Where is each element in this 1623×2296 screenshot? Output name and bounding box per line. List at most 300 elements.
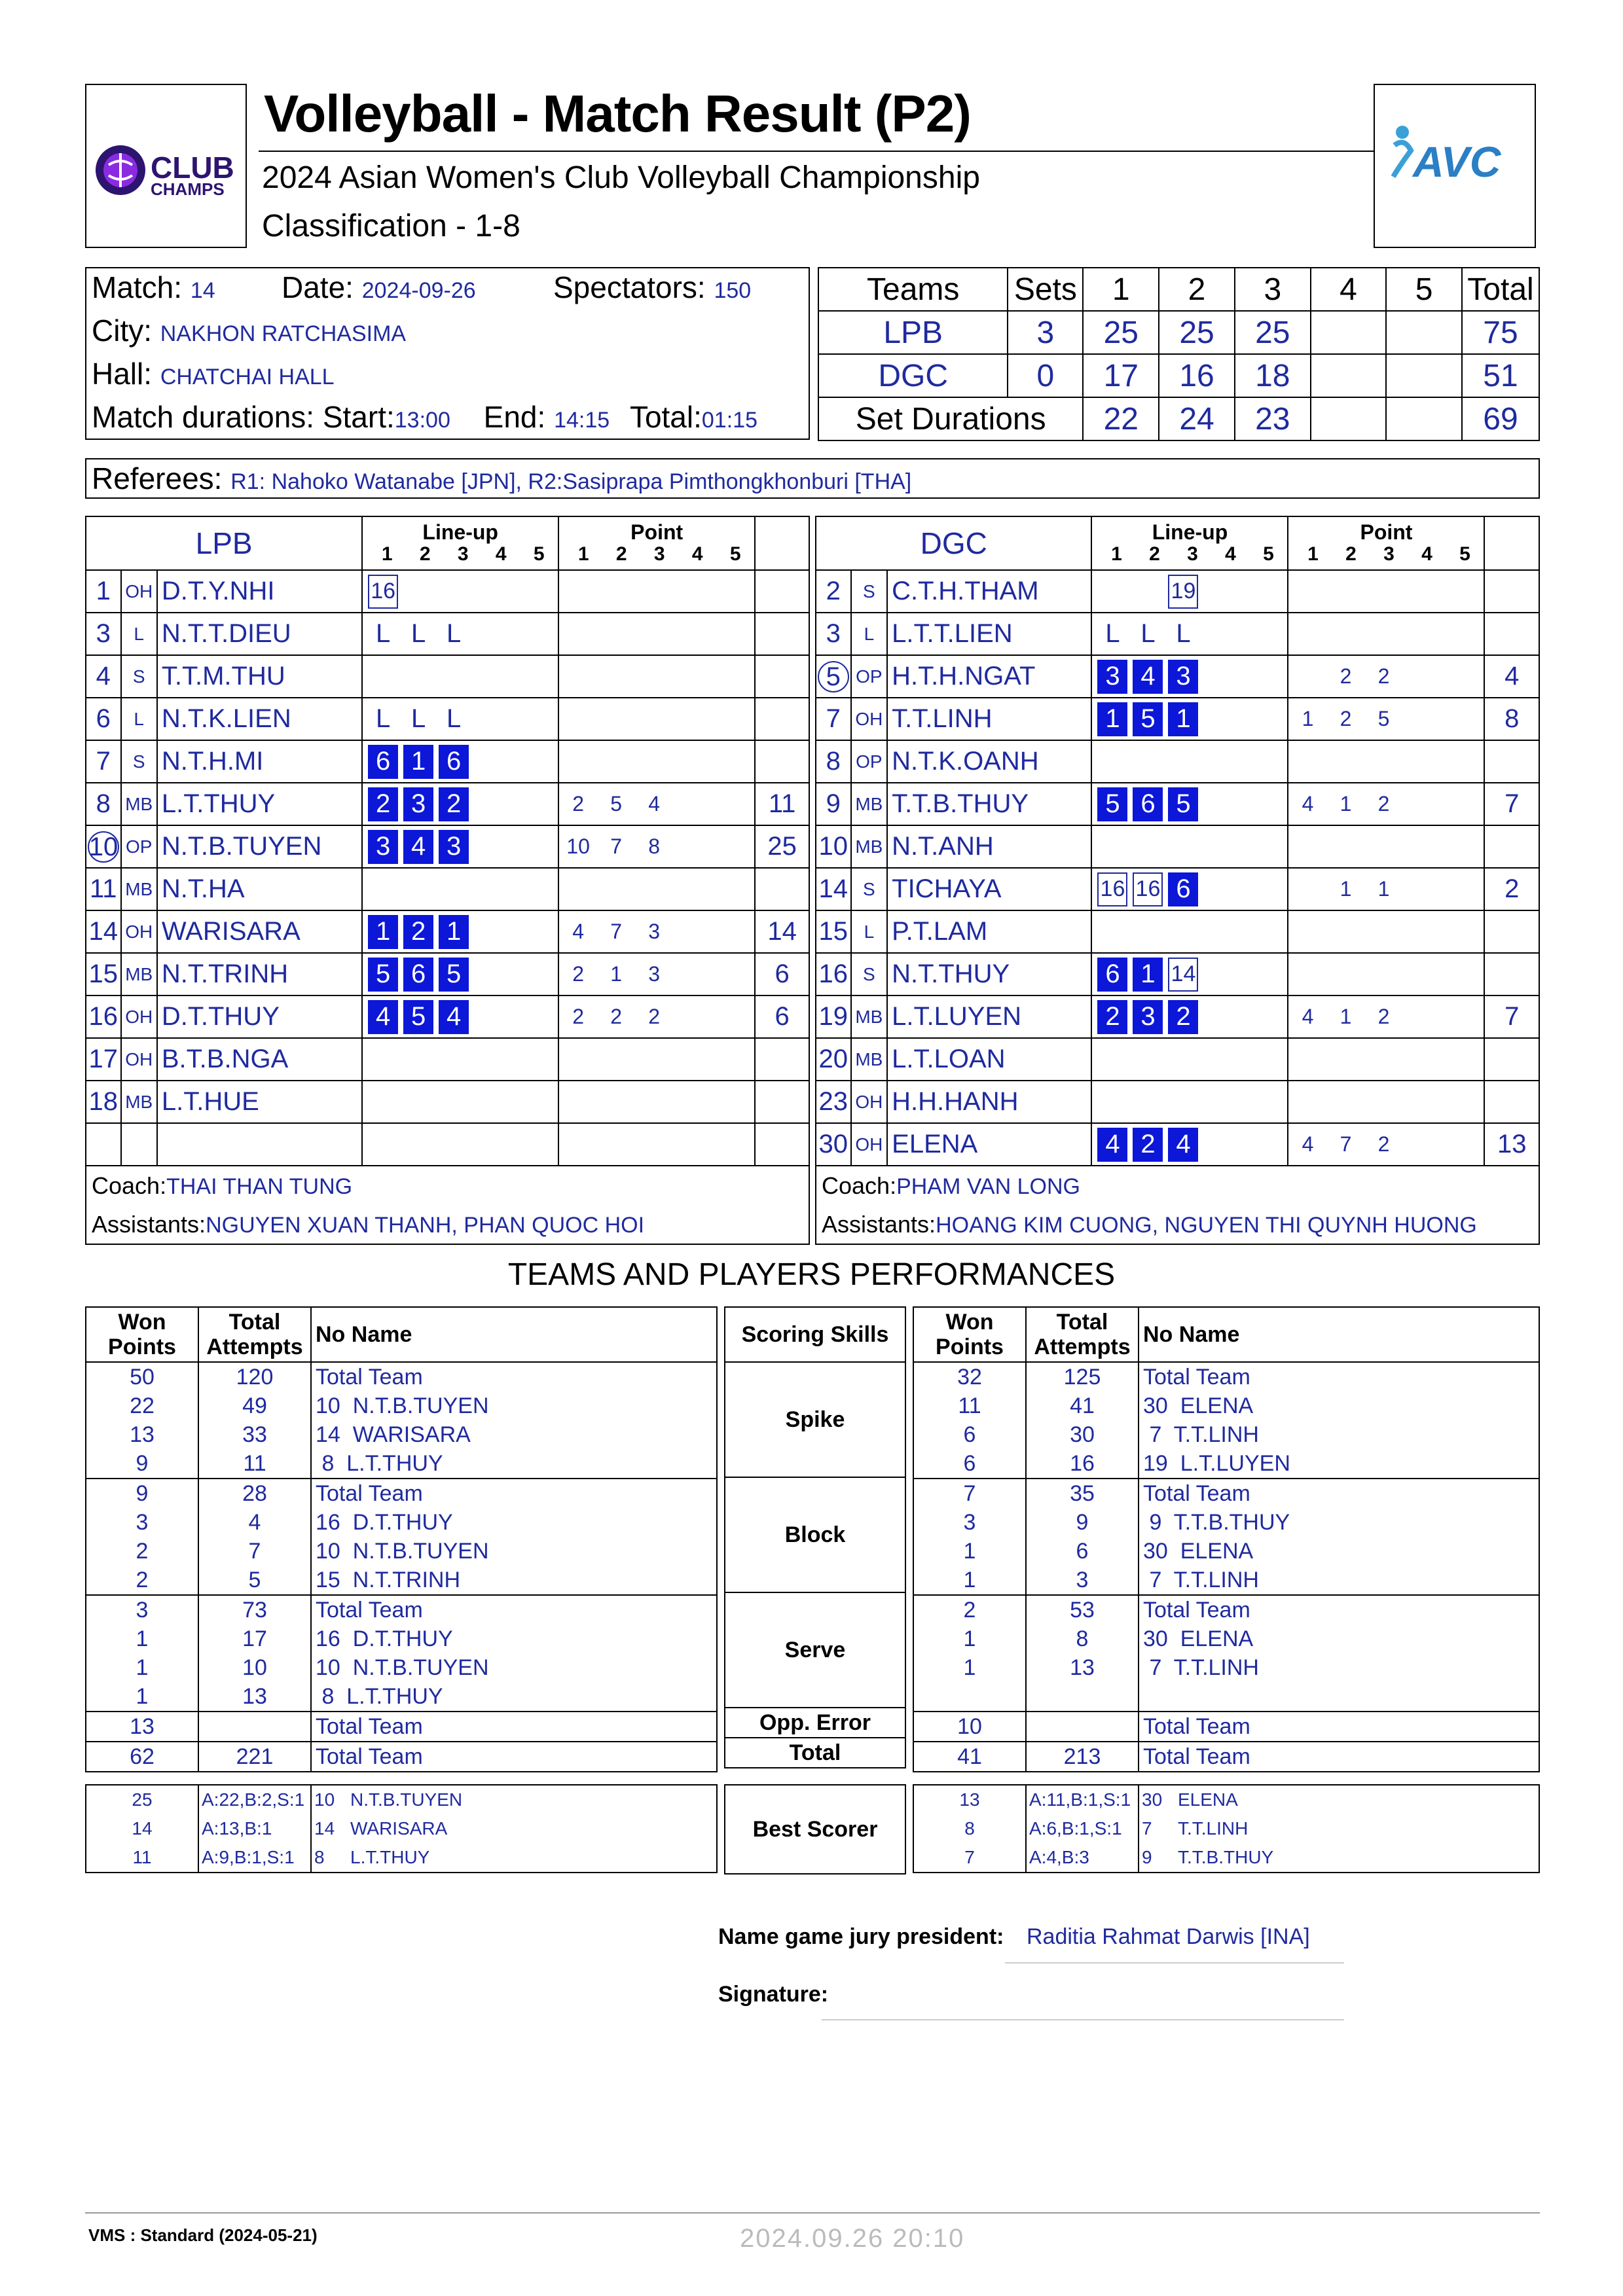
- player-name: L.T.LUYEN: [887, 996, 1091, 1038]
- player-total-points: [1484, 740, 1539, 783]
- attempts-value: [1027, 1682, 1138, 1711]
- lineup-position: 3: [368, 830, 398, 864]
- player-names-cell: [311, 1595, 717, 1712]
- player-number-cell: [86, 740, 121, 783]
- player-number: 7: [96, 747, 111, 776]
- lineup-position: [1097, 575, 1127, 609]
- player-number-cell: [86, 613, 121, 655]
- player-names-cell: [1139, 1362, 1539, 1479]
- lineup-position: 4: [368, 1000, 398, 1034]
- performance-team-b: [913, 1306, 1540, 1772]
- player-lineup: [362, 613, 558, 655]
- coach-row: [816, 1166, 1539, 1205]
- set-durations-label: Set Durations: [818, 397, 1083, 440]
- set-point-value: 1: [1340, 792, 1352, 816]
- lineup-slots: [1092, 954, 1287, 995]
- player-lineup: [362, 783, 558, 825]
- skill-name: Opp. Error: [725, 1708, 905, 1738]
- roster-team-b: [815, 516, 1540, 1245]
- set-point-value: 2: [572, 792, 585, 816]
- won-points-value: 1: [963, 1568, 976, 1592]
- title-divider: [259, 151, 1374, 152]
- player-row: [816, 698, 1539, 740]
- won-points-value: 6: [963, 1451, 976, 1476]
- lineup-position: 1: [1133, 958, 1163, 992]
- player-number-cell: [816, 996, 851, 1038]
- roster-team-name: DGC: [816, 516, 1091, 570]
- player-number: 3: [96, 619, 111, 648]
- total-duration: 01:15: [701, 408, 757, 433]
- match-info-panel: [85, 267, 810, 440]
- player-lineup: [362, 910, 558, 953]
- substitution-slot: 19: [1168, 575, 1198, 609]
- player-lineup: [1091, 1081, 1288, 1123]
- attempts-value: 28: [242, 1481, 267, 1506]
- won-points-value: 9: [136, 1451, 149, 1476]
- point-header-label: Point: [630, 520, 684, 544]
- player-number-cell: [86, 1123, 121, 1166]
- coach-label: Coach:: [92, 1172, 167, 1199]
- lineup-slots: [1092, 571, 1287, 612]
- set-point-value: 2: [1377, 792, 1390, 816]
- best-scorer-breakdown: A:13,B:1: [198, 1814, 311, 1843]
- player-number: 23: [818, 1087, 848, 1116]
- set-points: [559, 613, 754, 655]
- lineup-header-label: Line-up: [422, 520, 498, 544]
- player-points: [558, 996, 755, 1038]
- player-number-cell: [816, 613, 851, 655]
- player-number-cell: [816, 1081, 851, 1123]
- set-number: 2: [1345, 543, 1357, 565]
- player-lineup: [1091, 783, 1288, 825]
- won-points-value: 1: [963, 1655, 976, 1680]
- player-total-points: [755, 698, 809, 740]
- player-lineup: [362, 953, 558, 996]
- player-lineup: [1091, 1038, 1288, 1081]
- skill-row: [725, 1592, 905, 1708]
- player-number: 20: [818, 1045, 848, 1073]
- lineup-position: 2: [1133, 1128, 1163, 1162]
- lineup-position: 1: [1097, 702, 1127, 736]
- lineup-position: 2: [439, 787, 469, 821]
- set-point-value: 2: [1377, 664, 1390, 688]
- perf-total-label: Total Team: [311, 1742, 717, 1772]
- player-number-cell: [86, 910, 121, 953]
- perf-group-row: [913, 1362, 1539, 1479]
- lineup-position: 4: [1133, 660, 1163, 694]
- player-total-points: [755, 740, 809, 783]
- player-points: [1288, 1081, 1484, 1123]
- player-name: N.T.K.LIEN: [157, 698, 362, 740]
- scoring-skills-header: Scoring Skills: [725, 1307, 905, 1362]
- player-name: N.T.ANH: [887, 825, 1091, 868]
- attempts-value: 49: [242, 1393, 267, 1418]
- best-scorer-points: 13: [913, 1785, 1026, 1814]
- attempts-value: 13: [1070, 1655, 1095, 1680]
- substitution-slot: 16: [1133, 872, 1163, 906]
- player-name: N.T.THUY: [887, 953, 1091, 996]
- avc-logo-text: AVC: [1413, 137, 1501, 186]
- score-cell: [1386, 354, 1462, 397]
- player-number: 16: [818, 960, 848, 988]
- player-name: L.T.HUE: [157, 1081, 362, 1123]
- player-number: 3: [826, 619, 841, 648]
- player-points: [558, 570, 755, 613]
- set-point-value: 4: [572, 920, 585, 943]
- player-name: L.T.T.LIEN: [887, 613, 1091, 655]
- hall-value: CHATCHAI HALL: [160, 365, 335, 389]
- set-points: [559, 954, 754, 995]
- perf-player-name: 8 L.T.THUY: [316, 1451, 443, 1476]
- set-points: [559, 1124, 754, 1165]
- best-scorer-label-box: [724, 1784, 906, 1874]
- player-number-cell: [86, 698, 121, 740]
- avc-logo: [1374, 84, 1536, 248]
- player-lineup: [362, 825, 558, 868]
- assistants-row: [86, 1205, 809, 1244]
- opp-error-row: [86, 1712, 717, 1742]
- performance-skills: [724, 1306, 906, 1768]
- player-row: [86, 570, 809, 613]
- score-cell: [1311, 311, 1387, 354]
- lineup-slots: [363, 826, 558, 867]
- set-number: 4: [495, 543, 507, 565]
- lineup-slots: [363, 571, 558, 612]
- score-team-b: DGC: [818, 354, 1008, 397]
- set-points: [559, 826, 754, 867]
- perf-player-name: Total Team: [316, 1481, 423, 1506]
- libero-marker: L: [411, 704, 426, 733]
- attempts-cell: [1026, 1362, 1139, 1479]
- player-total-points: 6: [755, 996, 809, 1038]
- player-number: 16: [88, 1002, 118, 1031]
- player-points: [1288, 910, 1484, 953]
- assistants-cell: [816, 1205, 1539, 1244]
- lineup-position: 5: [1133, 702, 1163, 736]
- set-duration-total: 69: [1462, 397, 1539, 440]
- total-header: [1484, 516, 1539, 570]
- player-position: S: [851, 570, 888, 613]
- lineup-slots: [363, 869, 558, 910]
- player-total-points: 7: [1484, 783, 1539, 825]
- set-point-value: 1: [1302, 707, 1314, 730]
- player-number: 17: [88, 1045, 118, 1073]
- player-number: 11: [89, 874, 117, 903]
- attempts-value: 73: [242, 1598, 267, 1623]
- set-points: [1288, 698, 1484, 740]
- player-row: [816, 868, 1539, 910]
- perf-player-name: Total Team: [316, 1365, 423, 1390]
- perf-player-name: 7 T.T.LINH: [1143, 1655, 1259, 1680]
- won-points-value: 62: [86, 1742, 198, 1772]
- player-total-points: [755, 1038, 809, 1081]
- player-name: [157, 1123, 362, 1166]
- set-number: 1: [1111, 543, 1122, 565]
- player-total-points: [1484, 953, 1539, 996]
- assistants-label: Assistants:: [92, 1210, 206, 1238]
- lineup-slots: [363, 911, 558, 952]
- perf-player-name: [1143, 1682, 1539, 1711]
- spectators-count: 150: [714, 278, 752, 303]
- lineup-set-numbers: [368, 543, 558, 565]
- player-number-cell: [86, 1081, 121, 1123]
- player-total-points: 4: [1484, 655, 1539, 698]
- perf-total-label: Total Team: [311, 1712, 717, 1742]
- no-name-header: No Name: [311, 1307, 717, 1362]
- player-points: [558, 655, 755, 698]
- skills-header-row: [725, 1307, 905, 1362]
- perf-player-name: 8 L.T.THUY: [316, 1684, 443, 1709]
- perf-player-name: 15 N.T.TRINH: [316, 1568, 461, 1592]
- coach-cell: [86, 1166, 809, 1205]
- player-points: [558, 613, 755, 655]
- set-number: 3: [457, 543, 469, 565]
- won-points-value: 32: [957, 1365, 982, 1390]
- player-number: 2: [826, 577, 841, 605]
- player-points: [1288, 740, 1484, 783]
- player-number-cell: [816, 698, 851, 740]
- player-number-cell: [816, 825, 851, 868]
- lineup-set-numbers: [1097, 543, 1287, 565]
- player-position: OH: [851, 1123, 888, 1166]
- player-total-points: 25: [755, 825, 809, 868]
- attempts-value: 3: [1076, 1568, 1089, 1592]
- won-points-value: 13: [86, 1712, 198, 1742]
- player-number: 15: [88, 960, 118, 988]
- best-scorer-row: [86, 1814, 717, 1843]
- lineup-slots: [363, 656, 558, 697]
- player-points: [558, 698, 755, 740]
- perf-header-row: [86, 1307, 717, 1362]
- lineup-slots: [1092, 1039, 1287, 1080]
- lineup-position: 4: [403, 830, 433, 864]
- player-lineup: [1091, 655, 1288, 698]
- score-cell: 17: [1083, 354, 1159, 397]
- won-points-value: [914, 1682, 1025, 1711]
- player-points: [1288, 655, 1484, 698]
- player-number: 7: [826, 704, 841, 733]
- best-scorer-name: T.T.LINH: [1175, 1814, 1539, 1843]
- perf-player-name: 16 D.T.THUY: [316, 1626, 453, 1651]
- set-number: 4: [1225, 543, 1236, 565]
- score-header-total: Total: [1462, 268, 1539, 311]
- player-points: [1288, 996, 1484, 1038]
- set-number: 3: [1187, 543, 1198, 565]
- won-points-value: 7: [963, 1481, 976, 1506]
- won-points-value: 41: [913, 1742, 1026, 1772]
- won-points-header: Won Points: [86, 1307, 198, 1362]
- player-number: 6: [96, 704, 111, 733]
- player-position: S: [851, 953, 888, 996]
- player-number-cell: [816, 953, 851, 996]
- player-name: WARISARA: [157, 910, 362, 953]
- attempts-value: 17: [242, 1626, 267, 1651]
- score-cell: 3: [1008, 311, 1083, 354]
- score-cell: 25: [1159, 311, 1235, 354]
- player-position: L: [121, 613, 157, 655]
- lineup-slots: [363, 1039, 558, 1080]
- player-row: [816, 1123, 1539, 1166]
- player-number-cell: [86, 570, 121, 613]
- lineup-slots: [363, 741, 558, 782]
- championship-title: 2024 Asian Women's Club Volleyball Championship: [262, 160, 980, 195]
- player-row: [86, 910, 809, 953]
- lineup-position: 1: [368, 915, 398, 949]
- lineup-position: 3: [1097, 660, 1127, 694]
- best-scorer-breakdown: A:22,B:2,S:1: [198, 1785, 311, 1814]
- best-scorer-number: 9: [1139, 1843, 1175, 1873]
- lineup-position: 1: [403, 745, 433, 779]
- attempts-value: 8: [1076, 1626, 1089, 1651]
- perf-player-name: Total Team: [1143, 1481, 1250, 1506]
- skill-name: Spike: [725, 1362, 905, 1477]
- best-scorer-number: 8: [311, 1843, 348, 1873]
- match-label: Match:: [92, 270, 183, 304]
- attempts-value: [198, 1712, 311, 1742]
- player-row: [816, 740, 1539, 783]
- set-number: 1: [1307, 543, 1319, 565]
- player-names-cell: [1139, 1595, 1539, 1712]
- attempts-value: 35: [1070, 1481, 1095, 1506]
- player-lineup: [1091, 698, 1288, 740]
- player-row: [86, 996, 809, 1038]
- coach-label: Coach:: [822, 1172, 897, 1199]
- player-points: [558, 910, 755, 953]
- set-duration: 24: [1159, 397, 1235, 440]
- score-header-sets: Sets: [1008, 268, 1083, 311]
- player-position: OP: [121, 825, 157, 868]
- assistants-row: [816, 1205, 1539, 1244]
- player-points: [558, 825, 755, 868]
- player-row: [86, 868, 809, 910]
- set-points: [559, 1039, 754, 1080]
- player-lineup: [362, 1081, 558, 1123]
- lineup-slots: [363, 613, 558, 655]
- best-scorers-team-b: [913, 1784, 1540, 1873]
- player-number-cell: [816, 1038, 851, 1081]
- lineup-position: 6: [1097, 958, 1127, 992]
- won-points-value: 3: [963, 1510, 976, 1535]
- won-points-value: 10: [913, 1712, 1026, 1742]
- player-total-points: [1484, 613, 1539, 655]
- roster-header-row: [816, 516, 1539, 570]
- skill-name: Total: [725, 1738, 905, 1768]
- player-row: [816, 996, 1539, 1038]
- won-points-value: 1: [136, 1684, 149, 1709]
- player-number-cell: [86, 655, 121, 698]
- referees-label: Referees:: [92, 461, 223, 495]
- player-points: [1288, 953, 1484, 996]
- score-cell: 25: [1083, 311, 1159, 354]
- lineup-slots: [363, 783, 558, 825]
- score-cell: 16: [1159, 354, 1235, 397]
- attempts-cell: [198, 1595, 311, 1712]
- player-total-points: [1484, 570, 1539, 613]
- player-name: T.T.LINH: [887, 698, 1091, 740]
- player-name: ELENA: [887, 1123, 1091, 1166]
- player-total-points: 11: [755, 783, 809, 825]
- attempts-value: 10: [242, 1655, 267, 1680]
- set-point-value: 5: [1377, 707, 1390, 730]
- jury-president-label: Name game jury president:: [718, 1924, 1004, 1949]
- skill-name: Serve: [725, 1592, 905, 1708]
- score-cell: 51: [1462, 354, 1539, 397]
- libero-marker: L: [447, 704, 462, 733]
- page-title: Volleyball - Match Result (P2): [264, 84, 971, 143]
- perf-header-row: [913, 1307, 1539, 1362]
- won-points-cell: [86, 1479, 198, 1595]
- won-points-value: 1: [136, 1655, 149, 1680]
- won-points-cell: [86, 1362, 198, 1479]
- player-number-cell: [816, 570, 851, 613]
- lineup-position: 6: [439, 745, 469, 779]
- won-points-value: 50: [130, 1365, 155, 1390]
- jury-president-name: Raditia Rahmat Darwis [INA]: [1027, 1924, 1310, 1949]
- best-scorer-breakdown: A:11,B:1,S:1: [1026, 1785, 1139, 1814]
- player-number-cell: [816, 910, 851, 953]
- perf-player-name: Total Team: [1143, 1365, 1250, 1390]
- set-number: 3: [1383, 543, 1395, 565]
- set-number: 4: [691, 543, 703, 565]
- perf-player-name: Total Team: [1143, 1598, 1250, 1623]
- player-lineup: [362, 740, 558, 783]
- player-row: [86, 953, 809, 996]
- player-number: 9: [826, 789, 841, 818]
- player-position: MB: [121, 783, 157, 825]
- player-names-cell: [1139, 1479, 1539, 1595]
- substitution-slot: 16: [368, 575, 398, 609]
- roster-team-a: [85, 516, 810, 1245]
- perf-player-name: 30 ELENA: [1143, 1539, 1254, 1564]
- perf-group-row: [913, 1479, 1539, 1595]
- set-points: [1288, 571, 1484, 612]
- player-number: 30: [818, 1130, 848, 1158]
- lineup-slots: [1092, 826, 1287, 867]
- player-row: [816, 910, 1539, 953]
- best-scorer-name: ELENA: [1175, 1785, 1539, 1814]
- player-points: [1288, 868, 1484, 910]
- perf-player-name: 14 WARISARA: [316, 1422, 471, 1447]
- lineup-position: 2: [368, 787, 398, 821]
- player-position: OH: [121, 570, 157, 613]
- player-name: D.T.THUY: [157, 996, 362, 1038]
- best-scorer-number: 30: [1139, 1785, 1175, 1814]
- perf-player-name: 7 T.T.LINH: [1143, 1422, 1259, 1447]
- set-points: [559, 996, 754, 1037]
- best-scorer-row: [86, 1843, 717, 1873]
- set-duration: [1311, 397, 1387, 440]
- player-points: [1288, 1123, 1484, 1166]
- player-position: [121, 1123, 157, 1166]
- assistants-label: Assistants:: [822, 1210, 936, 1238]
- referees-value: R1: Nahoko Watanabe [JPN], R2:Sasiprapa Pimthongkhonburi [THA]: [230, 469, 912, 494]
- match-number: 14: [190, 278, 215, 303]
- player-number: 14: [88, 917, 118, 946]
- won-points-value: 2: [136, 1539, 149, 1564]
- set-point-value: 4: [1302, 1132, 1314, 1156]
- attempts-value: 41: [1070, 1393, 1095, 1418]
- captain-number: 10: [88, 832, 119, 861]
- set-point-value: 7: [610, 920, 623, 943]
- player-number-cell: [816, 655, 851, 698]
- won-points-value: 1: [136, 1626, 149, 1651]
- player-position: OH: [121, 1038, 157, 1081]
- print-timestamp: 2024.09.26 20:10: [740, 2224, 965, 2253]
- score-header-set1: 1: [1083, 268, 1159, 311]
- set-points: [1288, 741, 1484, 782]
- player-number-cell: [86, 783, 121, 825]
- roster-team-name: LPB: [86, 516, 362, 570]
